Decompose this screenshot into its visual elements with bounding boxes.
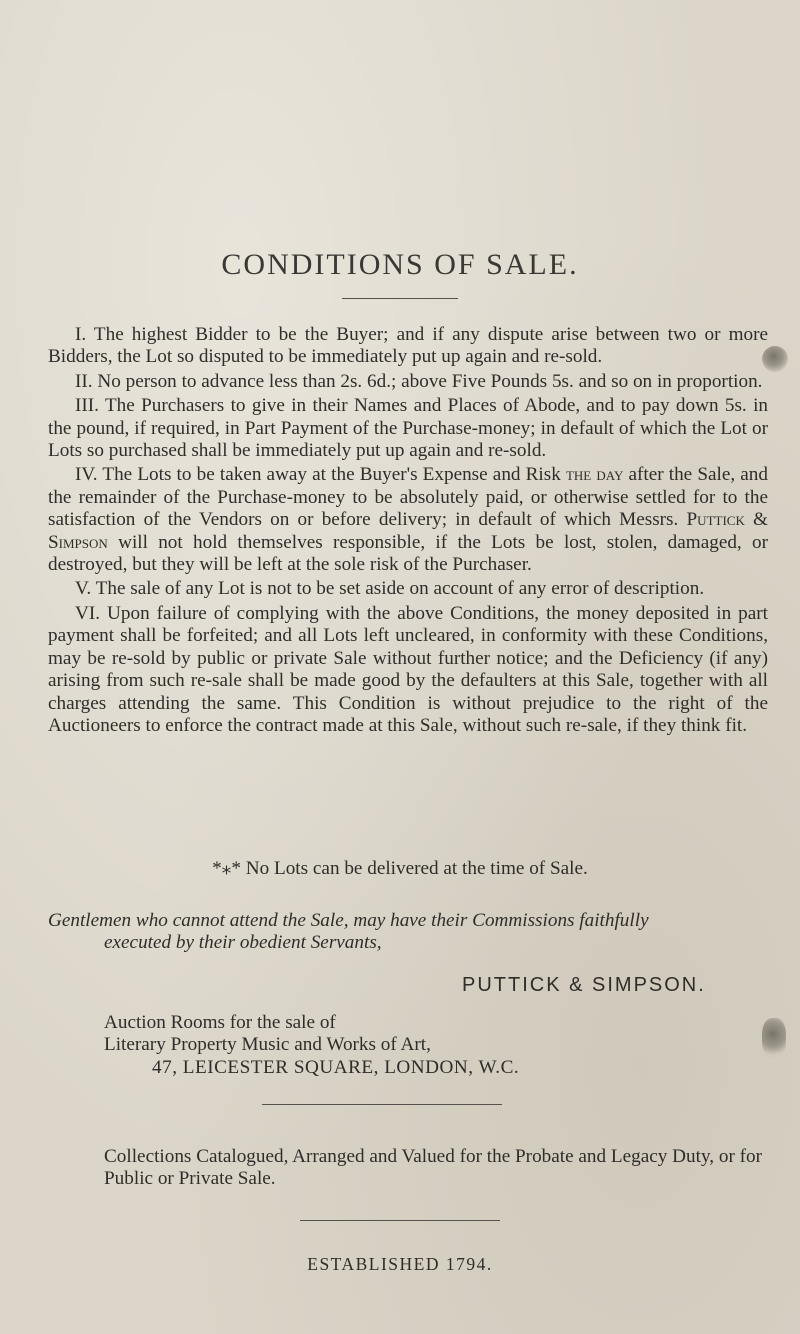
delivery-note: *⁎* No Lots can be delivered at the time of Sale. <box>212 858 588 879</box>
condition-text: & <box>744 509 768 531</box>
page-title: CONDITIONS OF SALE. <box>221 248 579 281</box>
binding-hole-icon <box>762 1018 786 1058</box>
condition-text: IV. The Lots to be taken away at the Buyer's Expense and Risk <box>75 464 566 486</box>
firm-name: PUTTICK & SIMPSON. <box>462 974 706 996</box>
condition-text: will not hold themselves responsible, if the Lots be lost, stolen, damaged, or destroyed, but they will be left at the sole risk of the Purchaser. <box>48 531 768 576</box>
condition-item: I. The highest Bidder to be the Buyer; and if any dispute arise between two or more Bidders, the Lot so disputed to be immediately put up again and re-sold. <box>48 324 768 368</box>
binding-hole-icon <box>762 346 788 372</box>
established-line: ESTABLISHED 1794. <box>307 1254 493 1274</box>
title-divider <box>342 298 458 299</box>
collections-statement: Collections Catalogued, Arranged and Valued for the Probate and Legacy Duty, or for Public or Private Sale. <box>104 1146 763 1190</box>
condition-text: after the Sale, and the remainder of the Purchase-money to be absolutely paid, or otherwise settled for to the satisfaction of the Vendors on or before delivery; in default of which Messrs. <box>48 464 768 531</box>
condition-item: V. The sale of any Lot is not to be set aside on account of any error of description. <box>75 578 705 600</box>
collections-divider <box>300 1220 500 1221</box>
auction-rooms-block <box>104 1012 519 1079</box>
condition-text: Puttick <box>686 509 745 531</box>
address: 47, LEICESTER SQUARE, LONDON, W.C. <box>152 1056 520 1078</box>
commissions-line: executed by their obedient Servants, <box>104 932 382 954</box>
condition-text: Simpson <box>48 531 108 553</box>
condition-item <box>48 464 768 576</box>
condition-text: the day <box>565 464 624 486</box>
condition-item: VI. Upon failure of complying with the above Conditions, the money deposited in part payment shall be forfeited; and all Lots left uncleared, in conformity with these Conditions, may be re-sold by public or private Sale without further notice; and the Deficiency (if any) arising from such re-sale shall be made good by the defaulters at this Sale, together with all charges attending the same. This Condition is without prejudice to the right of the Auctioneers to enforce the contract made at this Sale, without such re-sale, if they think fit. <box>48 602 768 736</box>
rooms-divider <box>262 1104 502 1105</box>
rooms-line: Auction Rooms for the sale of <box>104 1012 336 1033</box>
conditions-list <box>48 324 768 739</box>
commissions-statement <box>48 910 768 955</box>
commissions-line: Gentlemen who cannot attend the Sale, may have their Commissions faithfully <box>48 910 649 931</box>
condition-item: II. No person to advance less than 2s. 6d.; above Five Pounds 5s. and so on in proportion. <box>75 370 763 392</box>
rooms-line: Literary Property Music and Works of Art, <box>104 1034 431 1056</box>
condition-item: III. The Purchasers to give in their Names and Places of Abode, and to pay down 5s. in the pound, if required, in Part Payment of the Purchase-money; in default of which the Lot or Lots so purchased shall be immediately put up again and re-sold. <box>48 395 768 462</box>
